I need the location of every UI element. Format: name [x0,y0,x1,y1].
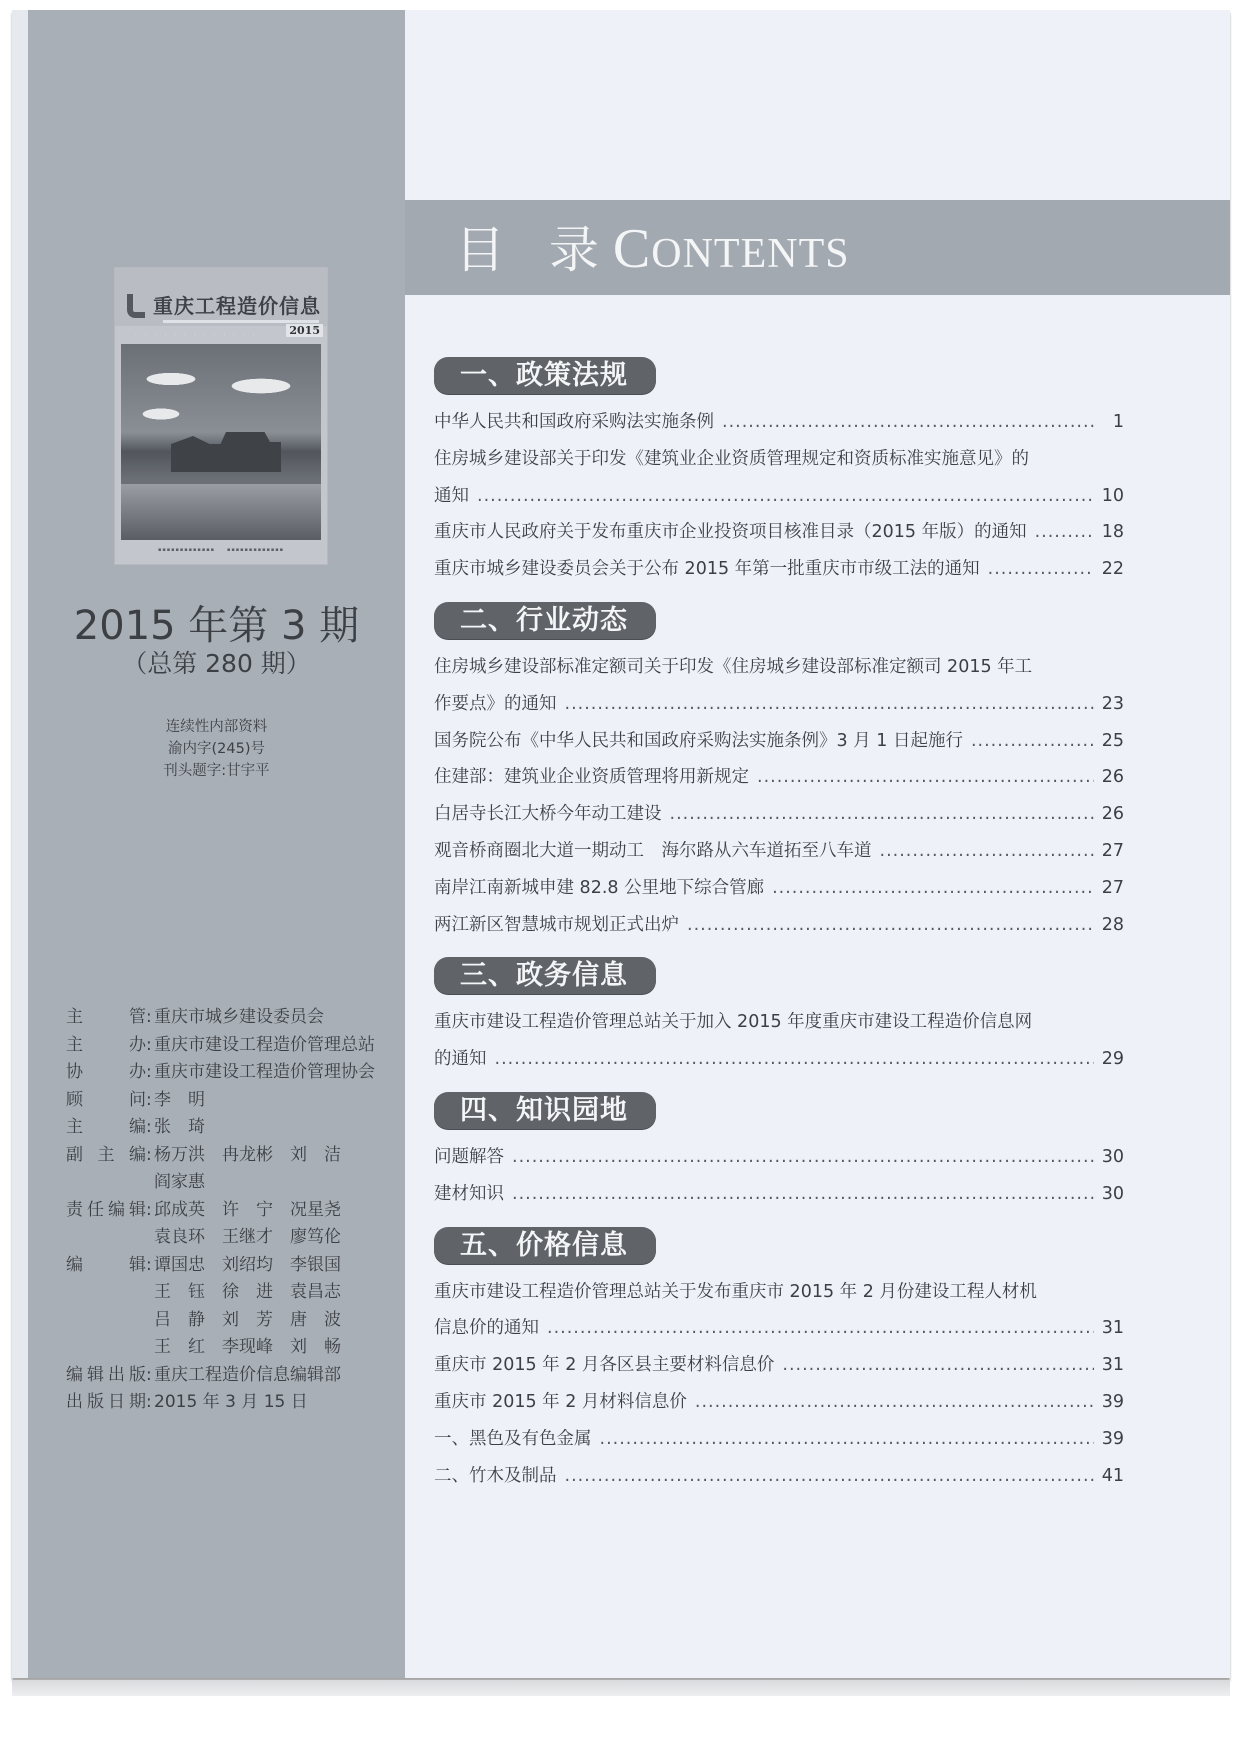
toc-entry[interactable] [434,551,1124,588]
staff-row [66,1362,375,1390]
toc-items [434,404,1124,588]
cover-subtitle: · · · · · · · · · · · · · [135,332,258,339]
toc-entry-title: 白居寺长江大桥今年动工建设 [434,804,662,825]
dot-leader [782,1347,1093,1384]
toc-page-number: 39 [1101,1428,1124,1449]
dot-leader [772,870,1094,907]
contents-title [455,210,850,282]
toc-entry-title: 中华人民共和国政府采购法实施条例 [434,412,714,432]
toc-entry[interactable] [434,1176,1124,1213]
toc-entry-title-continued: 作要点》的通知 [434,693,557,714]
toc-section [434,357,1124,588]
staff-colon [146,1279,154,1307]
page-shadow [12,1680,1230,1696]
dot-leader [722,404,1098,441]
toc-entry[interactable] [434,478,1124,515]
toc-entry[interactable] [434,907,1124,944]
staff-row [66,1004,375,1032]
staff-names: 重庆工程造价信息编辑部 [154,1364,341,1385]
dot-leader [687,907,1094,944]
dot-leader [495,1041,1094,1078]
staff-colon: : [146,1392,152,1412]
toc-entry-title: 重庆市人民政府关于发布重庆市企业投资项目核准目录（2015 年版）的通知 [434,522,1027,543]
toc-entry-line[interactable] [434,1274,1124,1311]
toc-page-number: 30 [1101,1146,1124,1167]
dot-leader [971,723,1094,760]
cover-year-badge: 2015 [286,324,323,337]
staff-names: 阎家惠 [154,1172,205,1192]
toc-entry[interactable] [434,1384,1124,1421]
dot-leader [757,759,1094,796]
staff-row [66,1197,375,1225]
staff-names: 杨万洪 冉龙彬 刘 洁 [154,1144,341,1165]
staff-names: 吕 静 刘 芳 唐 波 [154,1309,341,1330]
toc-entry[interactable] [434,1421,1124,1458]
issue-meta-line: 渝内字(245)号 [168,741,265,757]
section-heading[interactable]: 三、政务信息 [434,957,656,994]
staff-colon: : [146,1144,152,1165]
staff-colon [146,1224,154,1252]
staff-names: 李 明 [154,1089,205,1110]
staff-role: 副主编 [66,1144,146,1165]
staff-colon [146,1307,154,1335]
dot-leader [600,1421,1094,1458]
staff-role: 主编 [66,1117,146,1137]
toc-entry-title: 住房城乡建设部关于印发《建筑业企业资质管理规定和资质标准实施意见》的 [434,448,1029,469]
contents-title-cn: 目 录 [455,221,613,279]
staff-colon: : [146,1089,152,1110]
toc-entry-title: 建材知识 [434,1183,504,1204]
cover-title: 重庆工程造价信息 [153,294,321,318]
dot-leader [880,833,1094,870]
cover-thumbnail [115,268,327,564]
section-heading[interactable]: 五、价格信息 [434,1227,656,1264]
staff-names: 邱成英 许 宁 况星尧 [154,1199,341,1220]
toc-entry-title-continued: 通知 [434,485,469,506]
left-column [28,10,405,1678]
staff-role: 编辑出版 [66,1364,146,1385]
staff-names: 重庆市建设工程造价管理总站 [154,1034,375,1055]
toc-entry-line[interactable] [434,441,1124,478]
toc-page-number: 22 [1101,559,1124,580]
staff-colon: : [146,1034,152,1055]
toc-entry[interactable] [434,870,1124,907]
cover-rule [163,320,319,323]
staff-row [66,1334,375,1362]
staff-row [66,1169,375,1197]
toc-entry[interactable] [434,1041,1124,1078]
staff-colon: : [146,1199,152,1220]
toc-entry-title: 重庆市建设工程造价管理总站关于加入 2015 年度重庆市建设工程造价信息网 [434,1012,1033,1033]
toc-entry[interactable] [434,759,1124,796]
staff-role [66,1224,146,1252]
staff-names: 谭国忠 刘绍均 李银国 [154,1254,341,1275]
toc-entry[interactable] [434,1347,1124,1384]
toc-section [434,1092,1124,1213]
toc-items [434,649,1124,943]
staff-role [66,1307,146,1335]
toc-page-number: 30 [1101,1183,1124,1204]
dot-leader [565,686,1094,723]
building-image [171,432,281,472]
toc-page-number: 28 [1101,914,1124,935]
toc-page-number: 39 [1101,1391,1124,1412]
toc-entry[interactable] [434,514,1124,551]
toc-page-number: 31 [1101,1355,1124,1376]
cover-caption: ▪▪▪▪▪▪▪▪▪▪▪▪▪ ▪▪▪▪▪▪▪▪▪▪▪▪▪ [157,547,285,553]
toc-entry-title-continued: 信息价的通知 [434,1318,539,1339]
staff-names: 王 红 李现峰 刘 畅 [154,1337,341,1357]
section-heading[interactable]: 一、政策法规 [434,357,656,394]
magazine-page [12,10,1230,1678]
staff-names: 张 琦 [154,1117,205,1137]
staff-names: 重庆市建设工程造价管理协会 [154,1062,375,1082]
toc-entry[interactable] [434,723,1124,760]
contents-title-en-rest: ONTENTS [651,231,850,277]
toc-entry-title: 重庆市 2015 年 2 月材料信息价 [434,1391,687,1412]
page-left-edge [12,10,28,1678]
staff-names: 2015 年 3 月 15 日 [154,1392,308,1412]
staff-role: 主办 [66,1034,146,1055]
toc-entry-title: 两江新区智慧城市规划正式出炉 [434,914,679,935]
toc-items [434,1274,1124,1495]
toc-page-number: 27 [1101,840,1124,861]
staff-role [66,1334,146,1362]
staff-row [66,1389,375,1417]
toc-entry[interactable] [434,686,1124,723]
cover-photo [121,344,321,540]
toc-page-number: 1 [1112,412,1124,432]
staff-row [66,1059,375,1087]
staff-role: 协办 [66,1062,146,1082]
section-heading[interactable]: 四、知识园地 [434,1092,656,1129]
staff-row [66,1142,375,1170]
issue-meta-line: 刊头题字:甘宇平 [163,763,270,779]
staff-colon: : [146,1364,152,1385]
toc-entry-title: 国务院公布《中华人民共和国政府采购法实施条例》3 月 1 日起施行 [434,730,963,751]
cover-masthead [115,268,327,326]
staff-colon [146,1169,154,1197]
staff-row [66,1224,375,1252]
issue-number: 2015 年第 3 期 [73,603,360,649]
table-of-contents [434,357,1124,1508]
toc-entry-title: 住房城乡建设部标准定额司关于印发《住房城乡建设部标准定额司 2015 年工 [434,656,1033,677]
toc-items [434,1139,1124,1213]
toc-section [434,1227,1124,1495]
dot-leader [988,551,1094,588]
toc-entry[interactable] [434,796,1124,833]
staff-role: 责任编辑 [66,1199,146,1220]
staff-row [66,1307,375,1335]
toc-entry-title: 问题解答 [434,1146,504,1167]
toc-entry[interactable] [434,404,1124,441]
toc-page-number: 31 [1101,1318,1124,1339]
toc-entry-title: 重庆市城乡建设委员会关于公布 2015 年第一批重庆市市级工法的通知 [434,559,980,580]
toc-entry[interactable] [434,1139,1124,1176]
toc-section [434,602,1124,943]
toc-page-number: 10 [1101,485,1124,506]
dot-leader [695,1384,1094,1421]
toc-entry-title: 住建部：建筑业企业资质管理将用新规定 [434,767,749,788]
toc-page-number: 41 [1101,1465,1124,1486]
staff-row [66,1032,375,1060]
staff-row [66,1087,375,1115]
dot-leader [512,1139,1094,1176]
issue-meta-line: 连续性内部资料 [165,719,268,735]
dot-leader [1035,514,1094,551]
staff-colon: : [146,1254,152,1275]
staff-colon: : [146,1062,152,1082]
staff-role: 顾问 [66,1089,146,1110]
toc-entry-title-continued: 的通知 [434,1049,487,1070]
staff-colon: : [146,1007,152,1027]
staff-role [66,1169,146,1197]
contents-header-band [405,200,1230,295]
staff-role: 主管 [66,1007,146,1027]
toc-items [434,1004,1124,1078]
toc-page-number: 26 [1101,767,1124,788]
water-image [121,484,321,540]
toc-page-number: 26 [1101,804,1124,825]
toc-entry-title: 二、竹木及制品 [434,1465,557,1486]
contents-title-en-cap: C [612,218,652,280]
toc-page-number: 29 [1101,1049,1124,1070]
staff-colon: : [146,1117,152,1137]
issue-meta [28,716,405,782]
section-heading[interactable]: 二、行业动态 [434,602,656,639]
staff-row [66,1114,375,1142]
logo-icon [127,294,145,318]
toc-entry[interactable] [434,833,1124,870]
toc-page-number: 18 [1101,522,1124,543]
toc-entry-title: 观音桥商圈北大道一期动工 海尔路从六车道拓至八车道 [434,840,872,861]
toc-entry[interactable] [434,1458,1124,1495]
toc-entry-line[interactable] [434,649,1124,686]
staff-colon [146,1334,154,1362]
staff-role: 出版日期 [66,1392,146,1412]
staff-names: 重庆市城乡建设委员会 [154,1007,324,1027]
dot-leader [670,796,1094,833]
staff-names: 袁良环 王继才 廖笃伦 [154,1227,341,1247]
dot-leader [565,1458,1094,1495]
toc-page-number: 27 [1101,877,1124,898]
issue-total-number: （总第 280 期） [122,649,311,678]
toc-entry[interactable] [434,1310,1124,1347]
staff-names: 王 钰 徐 进 袁昌志 [154,1282,341,1302]
toc-entry-title: 南岸江南新城申建 82.8 公里地下综合管廊 [434,877,765,898]
dot-leader [547,1310,1094,1347]
toc-entry-title: 重庆市 2015 年 2 月各区县主要材料信息价 [434,1355,775,1376]
toc-page-number: 23 [1101,693,1124,714]
dot-leader [512,1176,1094,1213]
dot-leader [477,478,1094,515]
toc-section [434,957,1124,1078]
toc-page-number: 25 [1101,730,1124,751]
masthead-staff-list [66,1004,375,1417]
contents-title-en [613,218,850,280]
toc-entry-line[interactable] [434,1004,1124,1041]
staff-row [66,1252,375,1280]
toc-entry-title: 一、黑色及有色金属 [434,1428,592,1449]
staff-role: 编辑 [66,1254,146,1275]
staff-role [66,1279,146,1307]
staff-row [66,1279,375,1307]
toc-entry-title: 重庆市建设工程造价管理总站关于发布重庆市 2015 年 2 月份建设工程人材机 [434,1281,1037,1302]
